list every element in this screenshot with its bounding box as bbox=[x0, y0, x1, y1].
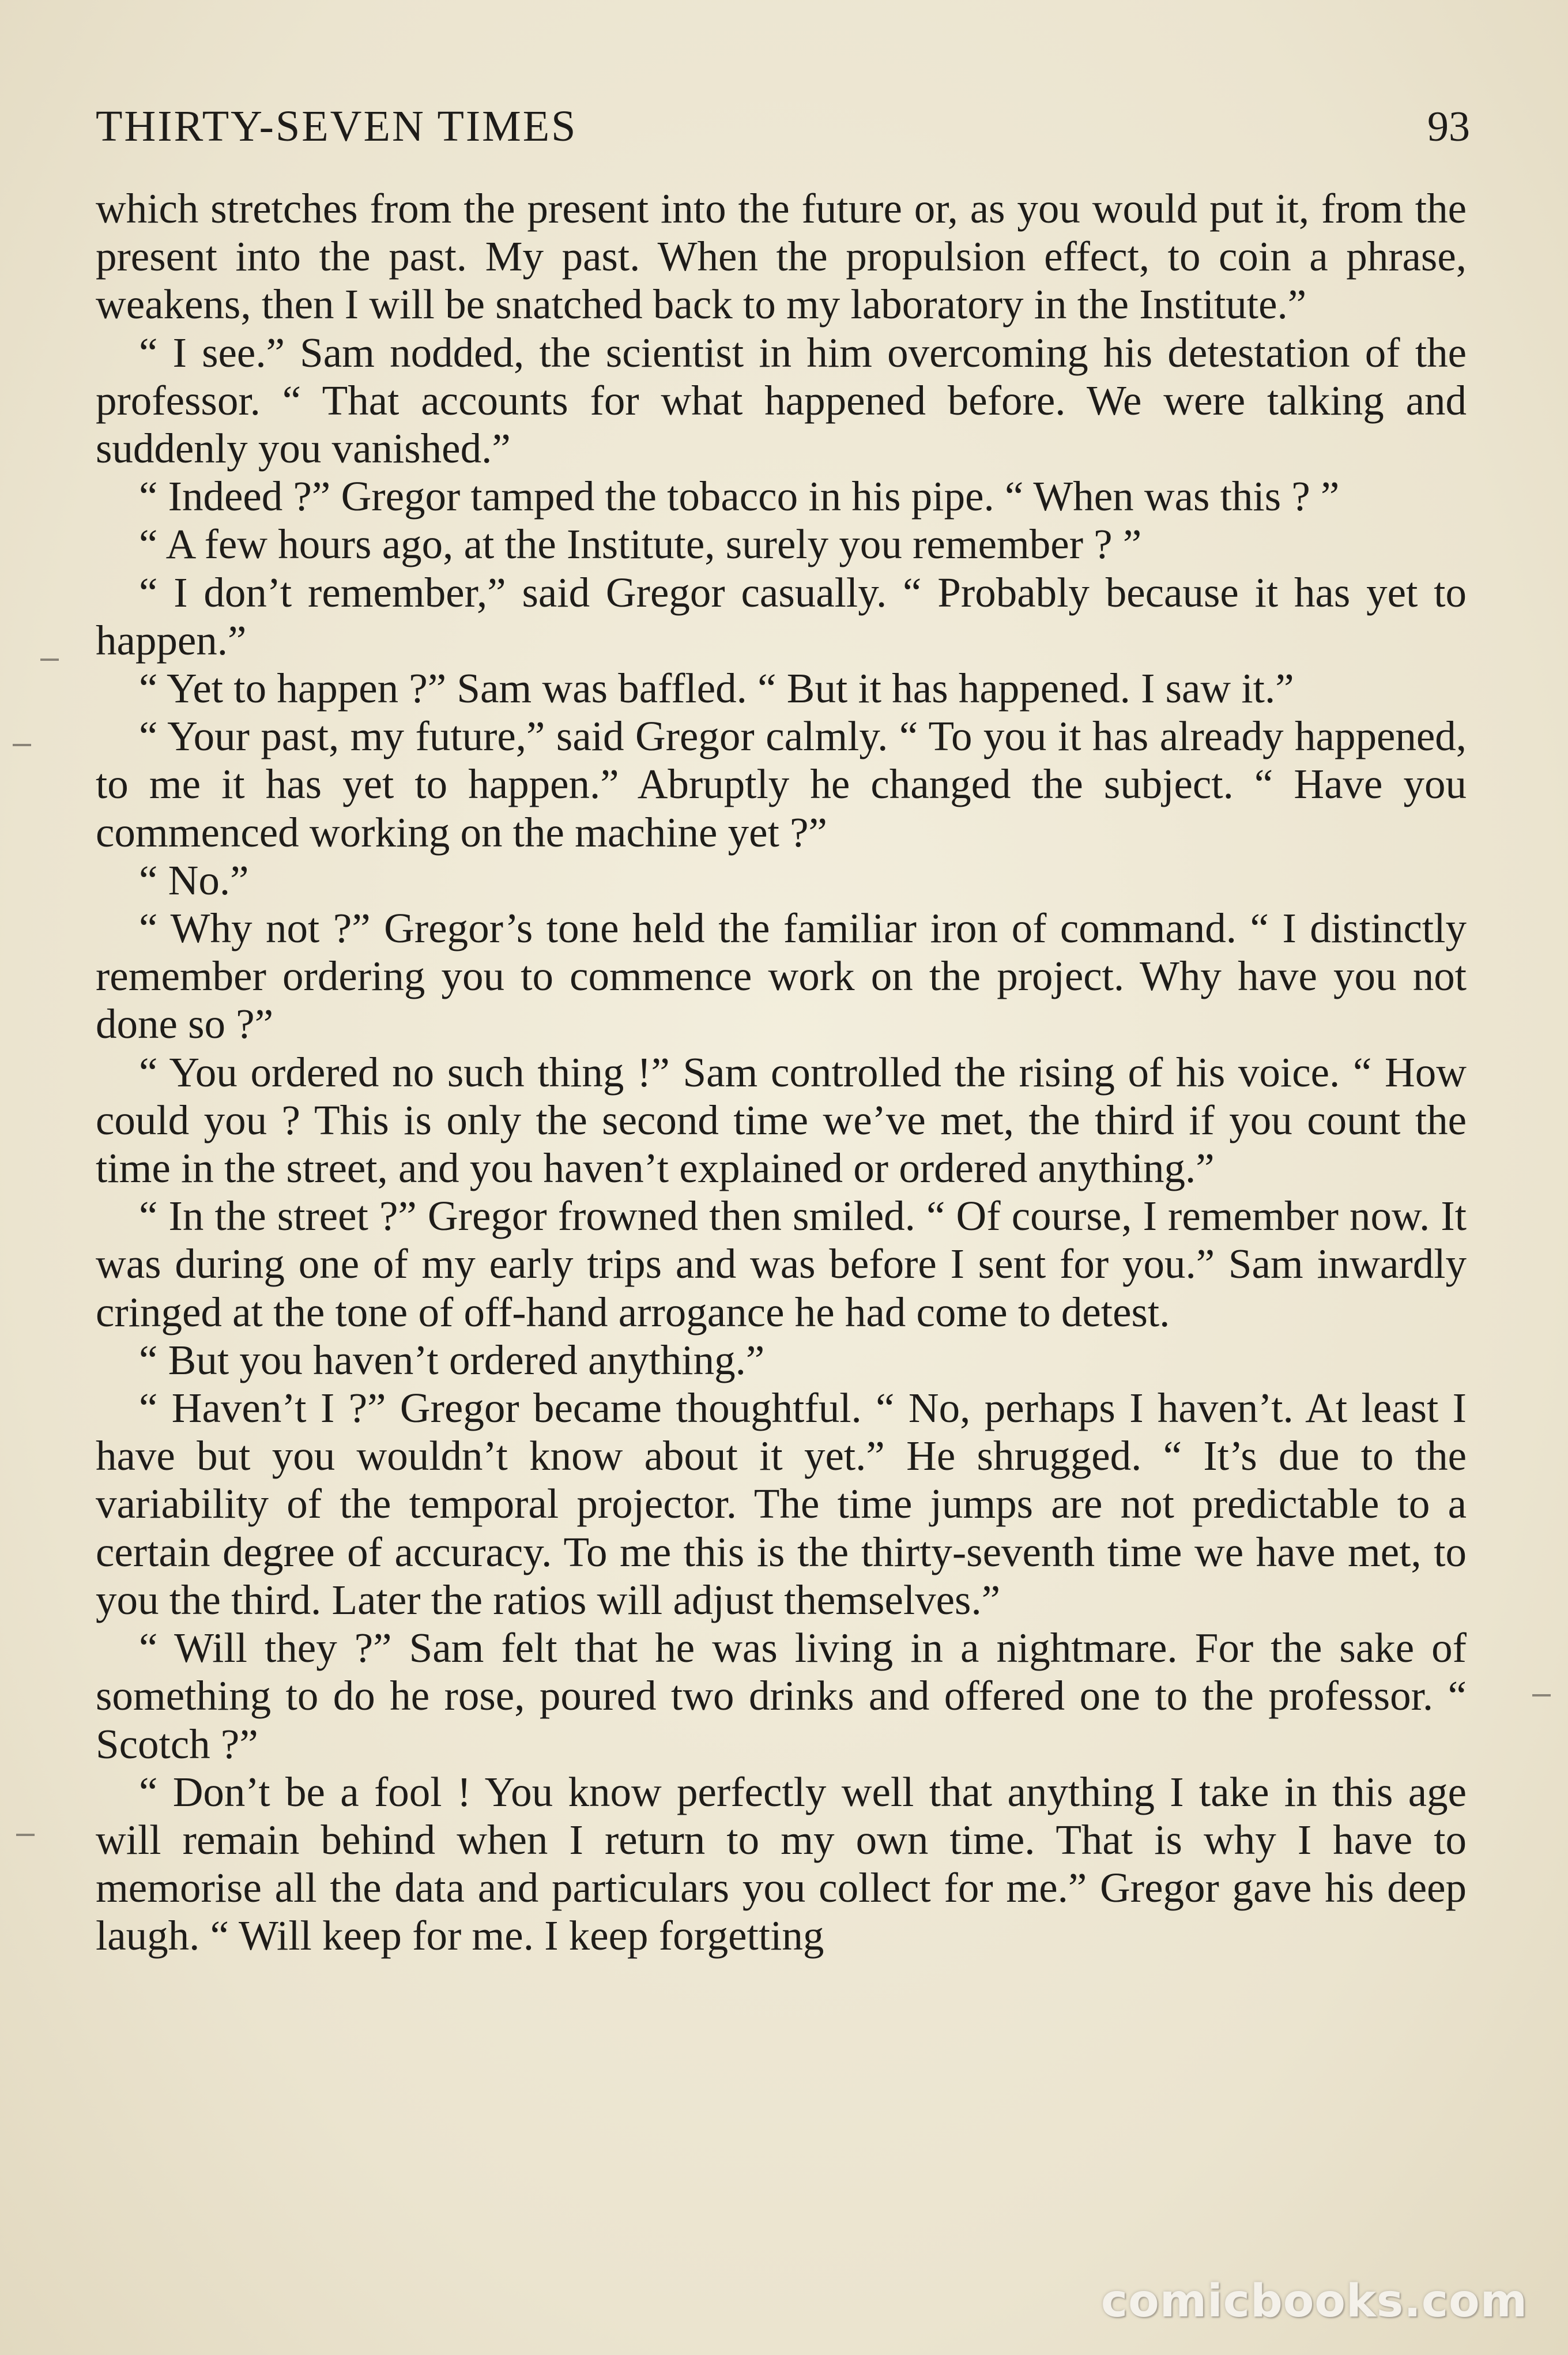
paragraph: “ You ordered no such thing !” Sam controlled the rising of his voice. “ How could you ? This is only the second time we’ve met, the third if you count the time in the street, and you haven’t explained or ordered anything.” bbox=[96, 1048, 1467, 1192]
paragraph: “ Will they ?” Sam felt that he was living in a nightmare. For the sake of something to do he rose, poured two drinks and offered one to the professor. “ Scotch ?” bbox=[96, 1624, 1467, 1767]
paragraph: “ Yet to happen ?” Sam was baffled. “ But it has happened. I saw it.” bbox=[139, 665, 1294, 712]
paragraph: “ A few hours ago, at the Institute, surely you remember ? ” bbox=[139, 521, 1142, 568]
paragraph: “ I don’t remember,” said Gregor casually. “ Probably because it has yet to happen.” bbox=[96, 569, 1467, 664]
paragraph: “ Haven’t I ?” Gregor became thoughtful. “ No, perhaps I haven’t. At least I have but you wouldn’t know about it yet.” He shrugged. “ It’s due to the variability of the temporal projector. The time jumps are not predictable to a certain degree of accuracy. To me this is the thirty-seventh time we have met, to you the third. Later the ratios will adjust themselves.” bbox=[96, 1385, 1467, 1623]
paragraph: “ No.” bbox=[139, 856, 249, 904]
margin-tick bbox=[13, 744, 31, 746]
running-title: THIRTY-SEVEN TIMES bbox=[96, 102, 578, 151]
running-head bbox=[96, 86, 1470, 152]
margin-tick bbox=[16, 1834, 35, 1836]
paragraph: “ In the street ?” Gregor frowned then smiled. “ Of course, I remember now. It was during one of my early trips and was before I sent for you.” Sam inwardly cringed at the tone of off-hand arrogance he had come to detest. bbox=[96, 1192, 1467, 1335]
margin-tick bbox=[40, 659, 59, 661]
paragraph: “ Indeed ?” Gregor tamped the tobacco in his pipe. “ When was this ? ” bbox=[139, 473, 1340, 520]
margin-tick bbox=[1532, 1694, 1551, 1696]
paragraph: “ Your past, my future,” said Gregor calmly. “ To you it has already happened, to me it has yet to happen.” Abruptly he changed the subject. “ Have you commenced working on the machine yet ?” bbox=[96, 713, 1467, 856]
paragraph: “ Don’t be a fool ! You know perfectly well that anything I take in this age will remain behind when I return to my own time. That is why I have to memorise all the data and particulars you collect for me.” Gregor gave his deep laugh. “ Will keep for me. I keep forgetting bbox=[96, 1768, 1467, 1959]
body-text bbox=[96, 185, 1467, 1960]
paragraph: “ I see.” Sam nodded, the scientist in him overcoming his detestation of the professor. “ That accounts for what happened before. We were talking and suddenly you vanished.” bbox=[96, 329, 1467, 472]
page-number: 93 bbox=[1427, 103, 1470, 151]
paragraph-continued: which stretches from the present into the future or, as you would put it, from the present into the past. My past. When the propulsion effect, to coin a phrase, weakens, then I will be snatched back to my laboratory in the Institute.” bbox=[96, 185, 1467, 328]
paragraph: “ Why not ?” Gregor’s tone held the familiar iron of command. “ I distinctly remember ordering you to commence work on the project. Why have you not done so ?” bbox=[96, 905, 1467, 1048]
watermark-text: comicbooks.com bbox=[1100, 2275, 1528, 2327]
paragraph: “ But you haven’t ordered anything.” bbox=[139, 1336, 765, 1383]
